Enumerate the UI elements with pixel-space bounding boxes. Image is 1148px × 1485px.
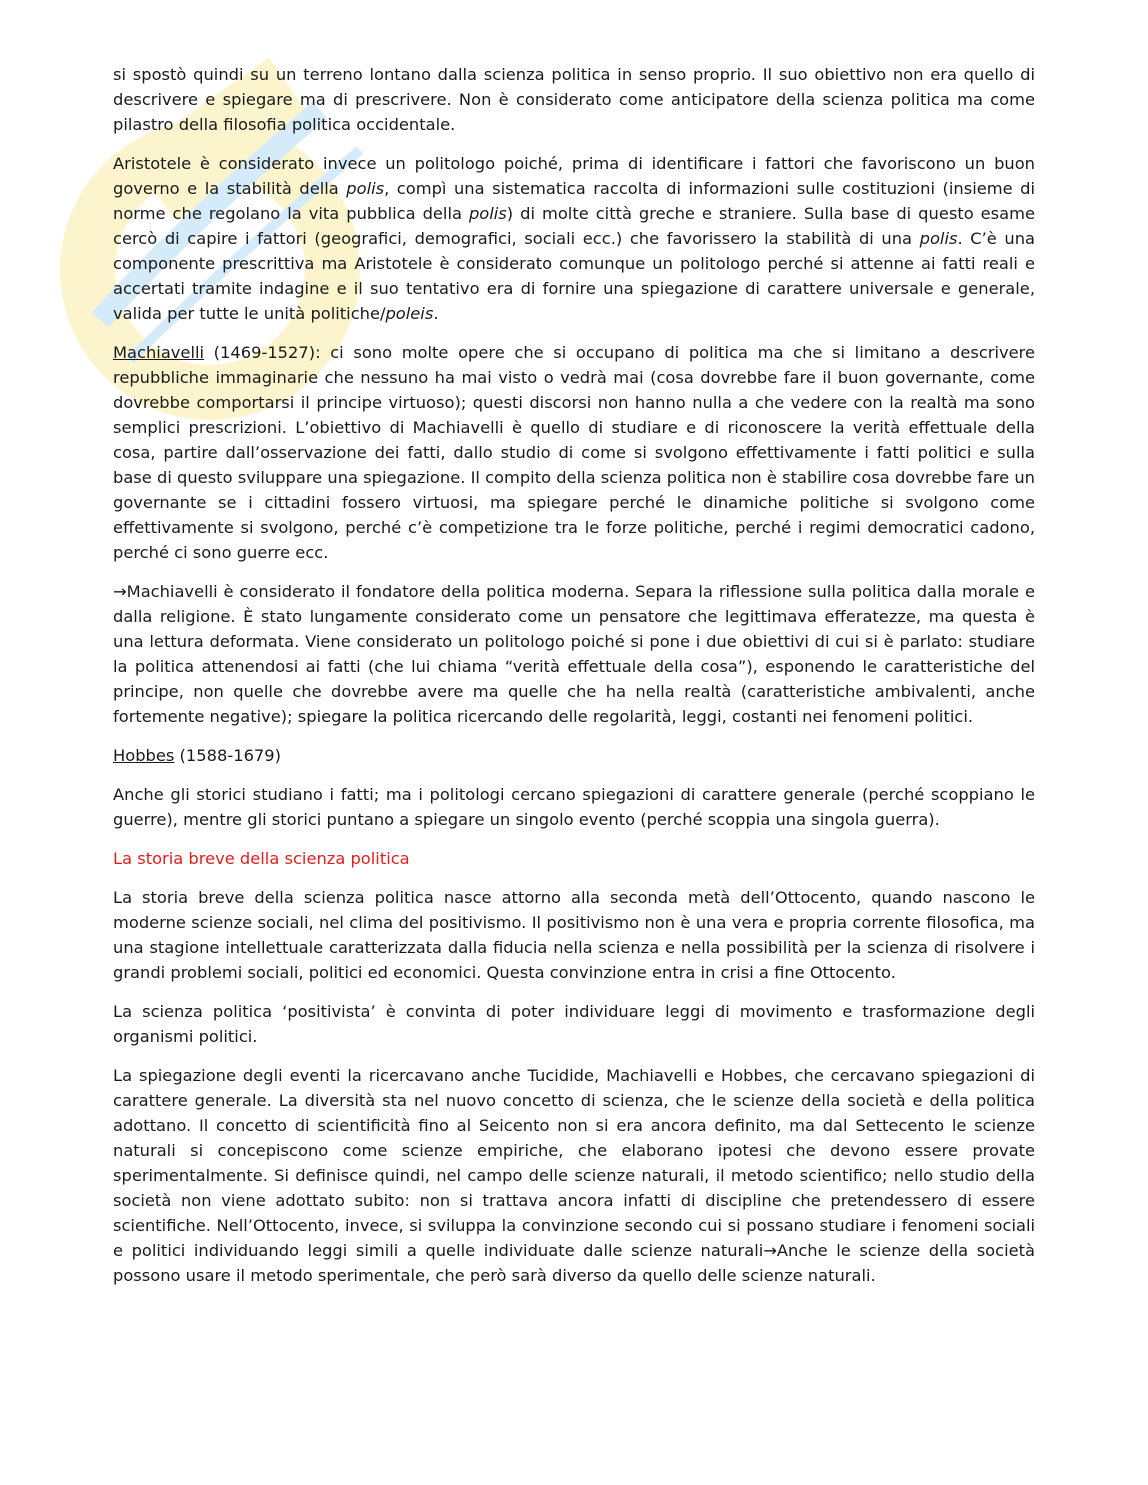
text-run: ) di molte città greche e straniere. Sulla base di questo esame cercò di capire i fattori (geografici, demografici, sociali ecc.) che favorissero la stabilità di una xyxy=(113,204,1036,248)
text-run: . C’è una componente prescrittiva ma Aristotele è considerato comunque un politologo perché si attenne ai fatti reali e accertati tramite indagine e il suo tentativo era di fornire una spiegazione di carattere universale e generale, valida per tutte le unità politiche/ xyxy=(113,229,1036,323)
text-run: Aristotele è considerato invece un politologo poiché, prima di identificare i fattori che favoriscono un buon governo e la stabilità della xyxy=(113,154,1035,198)
text-run: si spostò quindi su un terreno lontano dalla scienza politica in senso proprio. Il suo obiettivo non era quello di descrivere e spiegare ma di prescrivere. Non è considerato come anticipatore della scienza politica ma come pilastro della filosofia politica occidentale. xyxy=(113,65,1035,134)
author-name: Hobbes xyxy=(113,746,175,765)
text-run: →Machiavelli è considerato il fondatore della politica moderna. Separa la riflessione sulla politica dalla morale e dalla religione. È stato lungamente considerato come un pensatore che legittimava efferatezze, ma questa è una lettura deformata. Viene considerato un politologo poiché si pone i due obiettivi di cui si è parlato: studiare la politica attenendosi ai fatti (che lui chiama “verità effettuale della cosa”), esponendo le caratteristiche del principe, non quelle che dovrebbe avere ma quelle che ha nella realtà (caratteristiche ambivalenti, anche fortemente negative); spiegare la politica ricercando delle regolarità, leggi, costanti nei fenomeni politici. xyxy=(113,582,1035,726)
text-run: La storia breve della scienza politica xyxy=(113,849,410,868)
text-run: La spiegazione degli eventi la ricercavano anche Tucidide, Machiavelli e Hobbes, che cercavano spiegazioni di carattere generale. La diversità sta nel nuovo concetto di scienza, che le scienze della società e della politica adottano. Il concetto di scientificità fino al Seicento non si era ancora definito, ma dal Settecento le scienze naturali si concepiscono come scienze empiriche, che elaborano ipotesi che devono essere provate sperimentalmente. Si definisce quindi, nel campo delle scienze naturali, il metodo scientifico; nello studio della società non viene adottato subito: non si trattava ancora infatti di discipline che pretendessero di essere scientifiche. Nell’Ottocento, invece, si sviluppa la convinzione secondo cui si possano studiare i fenomeni sociali e politici individuando leggi simili a quelle individuate dalle scienze naturali→Anche le scienze della società possono usare il metodo sperimentale, che però sarà diverso da quello delle scienze naturali. xyxy=(113,1066,1035,1285)
text-run: (1469-1527): ci sono molte opere che si occupano di politica ma che si limitano a descrivere repubbliche immaginarie che nessuno ha mai visto o vedrà mai (cosa dovrebbe fare il buon governante, come dovrebbe comportarsi il principe virtuoso); questi discorsi non hanno nulla a che vedere con la realtà ma sono semplici prescrizioni. L’obiettivo di Machiavelli è quello di studiare e di riconoscere la verità effettuale della cosa, partire dall’osservazione dei fatti, dallo studio di come si svolgono effettivamente i fatti politici e sulla base di questo sviluppare una spiegazione. Il compito della scienza politica non è stabilire cosa dovrebbe fare un governante se i cittadini fossero virtuosi, ma spiegare perché le dinamiche politiche si svolgono come effettivamente si svolgono, perché c’è competizione tra le forze politiche, perché i regimi democratici cadono, perché ci sono guerre ecc. xyxy=(113,343,1035,562)
paragraph-p3 xyxy=(113,340,1035,565)
text-run: La storia breve della scienza politica nasce attorno alla seconda metà dell’Ottocento, quando nascono le moderne scienze sociali, nel clima del positivismo. Il positivismo non è una vera e propria corrente filosofica, ma una stagione intellettuale caratterizzata dalla fiducia nella scienza e nella possibilità per la scienza di risolvere i grandi problemi sociali, politici ed economici. Questa convinzione entra in crisi a fine Ottocento. xyxy=(113,888,1035,982)
italic-term: poleis xyxy=(385,304,434,323)
paragraph-p8 xyxy=(113,999,1035,1049)
text-run: (1588-1679) xyxy=(174,746,281,765)
text-run: Anche gli storici studiano i fatti; ma i politologi cercano spiegazioni di carattere generale (perché scoppiano le guerre), mentre gli storici puntano a spiegare un singolo evento (perché scoppia una singola guerra). xyxy=(113,785,1035,829)
italic-term: polis xyxy=(346,179,385,198)
section-heading xyxy=(113,846,1035,871)
text-run: , compì una sistematica raccolta di informazioni sulle costituzioni (insieme di norme che regolano la vita pubblica della xyxy=(113,179,1035,223)
paragraph-p4 xyxy=(113,579,1035,729)
paragraph-p5 xyxy=(113,743,1035,768)
paragraph-p2 xyxy=(113,151,1035,326)
paragraph-p1 xyxy=(113,62,1035,137)
paragraph-p9 xyxy=(113,1063,1035,1288)
author-name: Machiavelli xyxy=(113,343,205,362)
italic-term: polis xyxy=(919,229,958,248)
text-run: . xyxy=(433,304,439,323)
paragraph-p7 xyxy=(113,885,1035,985)
document-body xyxy=(113,62,1035,1302)
paragraph-p6 xyxy=(113,782,1035,832)
italic-term: polis xyxy=(468,204,507,223)
text-run: La scienza politica ‘positivista’ è convinta di poter individuare leggi di movimento e trasformazione degli organismi politici. xyxy=(113,1002,1035,1046)
